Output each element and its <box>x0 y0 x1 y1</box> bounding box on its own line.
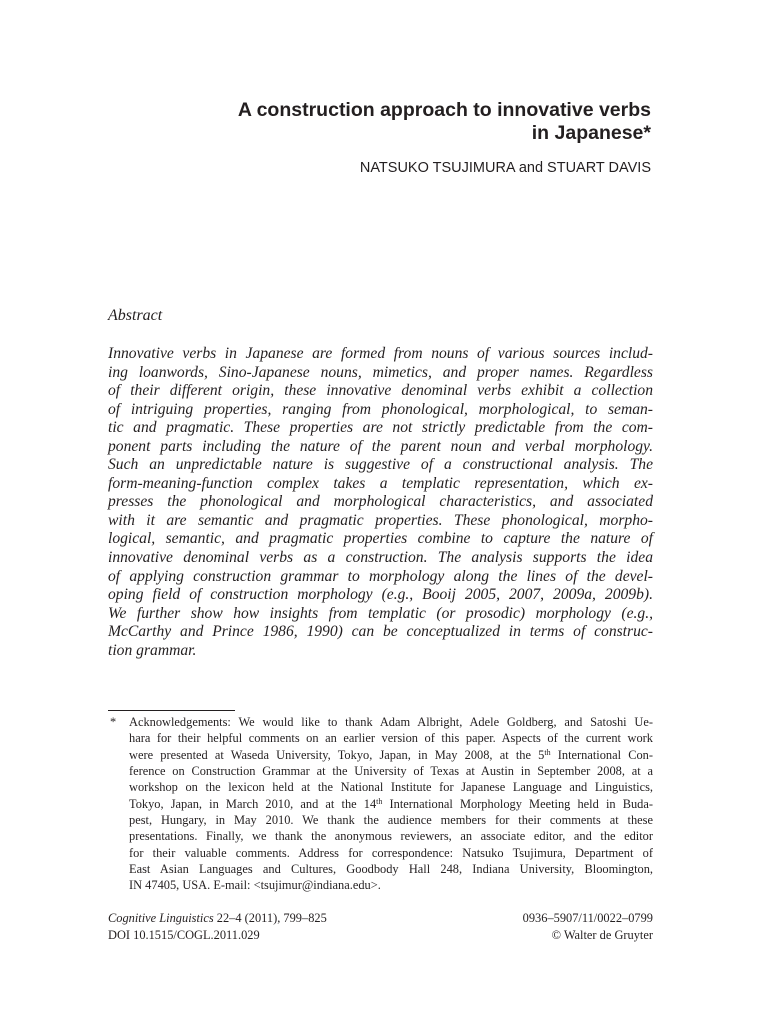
footnote-line: presentations. Finally, we thank the anonymous reviewers, an associate editor, and the editor <box>129 829 653 844</box>
footnote-line: Tokyo, Japan, in March 2010, and at the 14th International Morphology Meeting held in Buda- <box>129 796 653 811</box>
abstract-line: Innovative verbs in Japanese are formed from nouns of various sources includ- <box>108 345 653 362</box>
abstract-line: with it are semantic and pragmatic properties. These phonological, morpho- <box>108 511 653 529</box>
footnote-body <box>129 714 653 894</box>
journal-volume-pages: 22–4 (2011), 799–825 <box>213 911 327 925</box>
footnote-line: hara for their helpful comments on an earlier version of this paper. Aspects of the current work <box>129 731 653 746</box>
footnote-line: for their valuable comments. Address for correspondence: Natsuko Tsujimura, Department of <box>129 845 653 860</box>
abstract-line: We further show how insights from templatic (or prosodic) morphology (e.g., <box>108 604 653 622</box>
page-footer <box>108 910 653 943</box>
footnote-line: Acknowledgements: We would like to thank Adam Albright, Adele Goldberg, and Satoshi Ue- <box>129 715 653 729</box>
abstract-line: presses the phonological and morphological characteristics, and associated <box>108 493 653 511</box>
doi-link[interactable]: DOI 10.1515/COGL.2011.029 <box>108 927 260 942</box>
abstract-line: tic and pragmatic. These properties are not strictly predictable from the com- <box>108 419 653 437</box>
footnote-line: East Asian Languages and Cultures, Goodbody Hall 248, Indiana University, Bloomington, <box>129 862 653 877</box>
footnote-line: IN 47405, USA. E-mail: <tsujimur@indiana.edu>. <box>129 878 381 893</box>
footnote-line: workshop on the lexicon held at the National Institute for Japanese Language and Linguistics, <box>129 780 653 795</box>
abstract-line: innovative denominal verbs as a construction. The analysis supports the idea <box>108 549 653 567</box>
abstract-line: ponent parts including the nature of the parent noun and verbal morphology. <box>108 437 653 455</box>
abstract-heading: Abstract <box>108 307 163 324</box>
journal-citation <box>108 910 327 927</box>
acknowledgements-footnote <box>108 714 653 894</box>
footnote-marker: * <box>110 715 117 729</box>
abstract-line: logical, semantic, and pragmatic properties combine to capture the nature of <box>108 530 653 548</box>
issn-code: 0936–5907/11/0022–0799 <box>522 911 653 925</box>
abstract-line: of their different origin, these innovative denominal verbs exhibit a collection <box>108 382 653 400</box>
paper-title-line-1: A construction approach to innovative verbs <box>237 99 651 121</box>
footnote-divider <box>108 710 235 711</box>
paper-title-line-2: in Japanese* <box>531 122 651 144</box>
footnote-line: ference on Construction Grammar at the University of Texas at Austin in September 2008, at a <box>129 764 653 779</box>
abstract-line: tion grammar. <box>108 641 197 659</box>
abstract-line: McCarthy and Prince 1986, 1990) can be conceptualized in terms of construc- <box>108 623 653 641</box>
abstract-line: of intriguing properties, ranging from phonological, morphological, to seman- <box>108 400 653 418</box>
copyright-notice: © Walter de Gruyter <box>551 927 653 942</box>
abstract-line: oping field of construction morphology (e.g., Booij 2005, 2007, 2009a, 2009b). <box>108 586 653 604</box>
abstract-line: form-meaning-function complex takes a templatic representation, which ex- <box>108 474 653 492</box>
footnote-line: pest, Hungary, in May 2010. We thank the audience members for their comments at these <box>129 813 653 828</box>
abstract-text <box>108 345 653 660</box>
journal-name: Cognitive Linguistics <box>108 911 214 925</box>
abstract-line: Such an unpredictable nature is suggestive of a constructional analysis. The <box>108 456 653 474</box>
abstract-line: of applying construction grammar to morphology along the lines of the devel- <box>108 567 653 585</box>
author-names: NATSUKO TSUJIMURA and STUART DAVIS <box>359 160 651 176</box>
footnote-line: were presented at Waseda University, Tokyo, Japan, in May 2008, at the 5th International Con- <box>129 747 654 762</box>
abstract-line: ing loanwords, Sino-Japanese nouns, mimetics, and proper names. Regardless <box>108 363 653 381</box>
paper-title <box>131 99 651 145</box>
